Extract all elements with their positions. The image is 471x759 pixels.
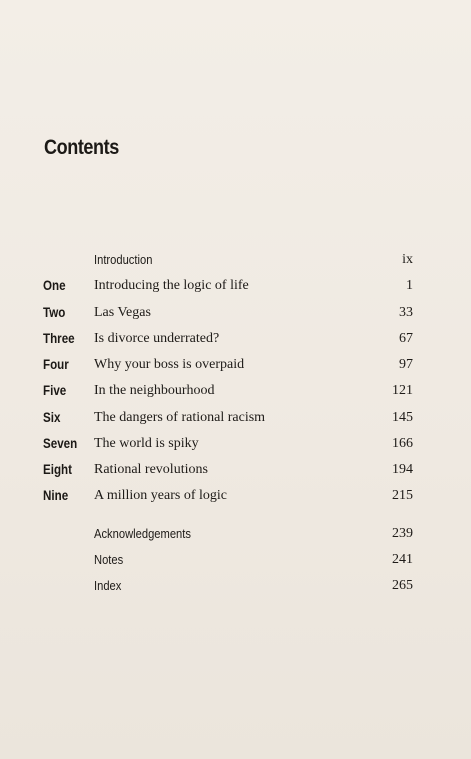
chapter-title: Acknowledgements — [94, 526, 191, 541]
chapter-number: Four — [43, 357, 69, 372]
chapter-number: Eight — [43, 462, 73, 477]
toc-entry — [0, 436, 471, 458]
chapter-title: Index — [94, 578, 122, 593]
toc-entry — [0, 357, 471, 379]
page-number: 194 — [392, 462, 413, 477]
page-number: 67 — [399, 331, 413, 346]
toc-entry — [0, 488, 471, 510]
toc-entry — [0, 252, 471, 274]
page-number: 1 — [406, 278, 413, 293]
chapter-title: Introducing the logic of life — [94, 278, 249, 293]
chapter-title: A million years of logic — [94, 488, 227, 503]
toc-entry — [0, 526, 471, 548]
chapter-number: Six — [43, 410, 61, 425]
chapter-title: Introduction — [94, 252, 153, 267]
chapter-number: One — [43, 278, 66, 293]
chapter-title: Rational revolutions — [94, 462, 208, 477]
chapter-number: Two — [43, 305, 66, 320]
toc-entry — [0, 305, 471, 327]
chapter-title: Why your boss is overpaid — [94, 357, 245, 372]
toc-entry — [0, 462, 471, 484]
page-number: 33 — [399, 305, 413, 320]
page-number: 97 — [399, 357, 413, 372]
chapter-title: The world is spiky — [94, 436, 199, 451]
toc-entry — [0, 552, 471, 574]
page-number: 145 — [392, 410, 413, 425]
toc-entry — [0, 331, 471, 353]
chapter-title: Las Vegas — [94, 305, 151, 320]
page-number: ix — [402, 252, 413, 267]
toc-entry — [0, 278, 471, 300]
page-number: 265 — [392, 578, 413, 593]
chapter-title: Notes — [94, 552, 124, 567]
toc-entry — [0, 410, 471, 432]
chapter-title: The dangers of rational racism — [94, 410, 266, 425]
chapter-number: Nine — [43, 488, 69, 503]
chapter-number: Seven — [43, 436, 78, 451]
page-number: 215 — [392, 488, 413, 503]
chapter-title: Is divorce underrated? — [94, 331, 220, 346]
page-number: 239 — [392, 526, 413, 541]
page-number: 166 — [392, 436, 413, 451]
toc-entry — [0, 383, 471, 405]
chapter-title: In the neighbourhood — [94, 383, 215, 398]
page-title: Contents — [44, 136, 119, 159]
chapter-number: Three — [43, 331, 75, 346]
page-number: 241 — [392, 552, 413, 567]
page-number: 121 — [392, 383, 413, 398]
toc-entry — [0, 578, 471, 600]
chapter-number: Five — [43, 383, 67, 398]
